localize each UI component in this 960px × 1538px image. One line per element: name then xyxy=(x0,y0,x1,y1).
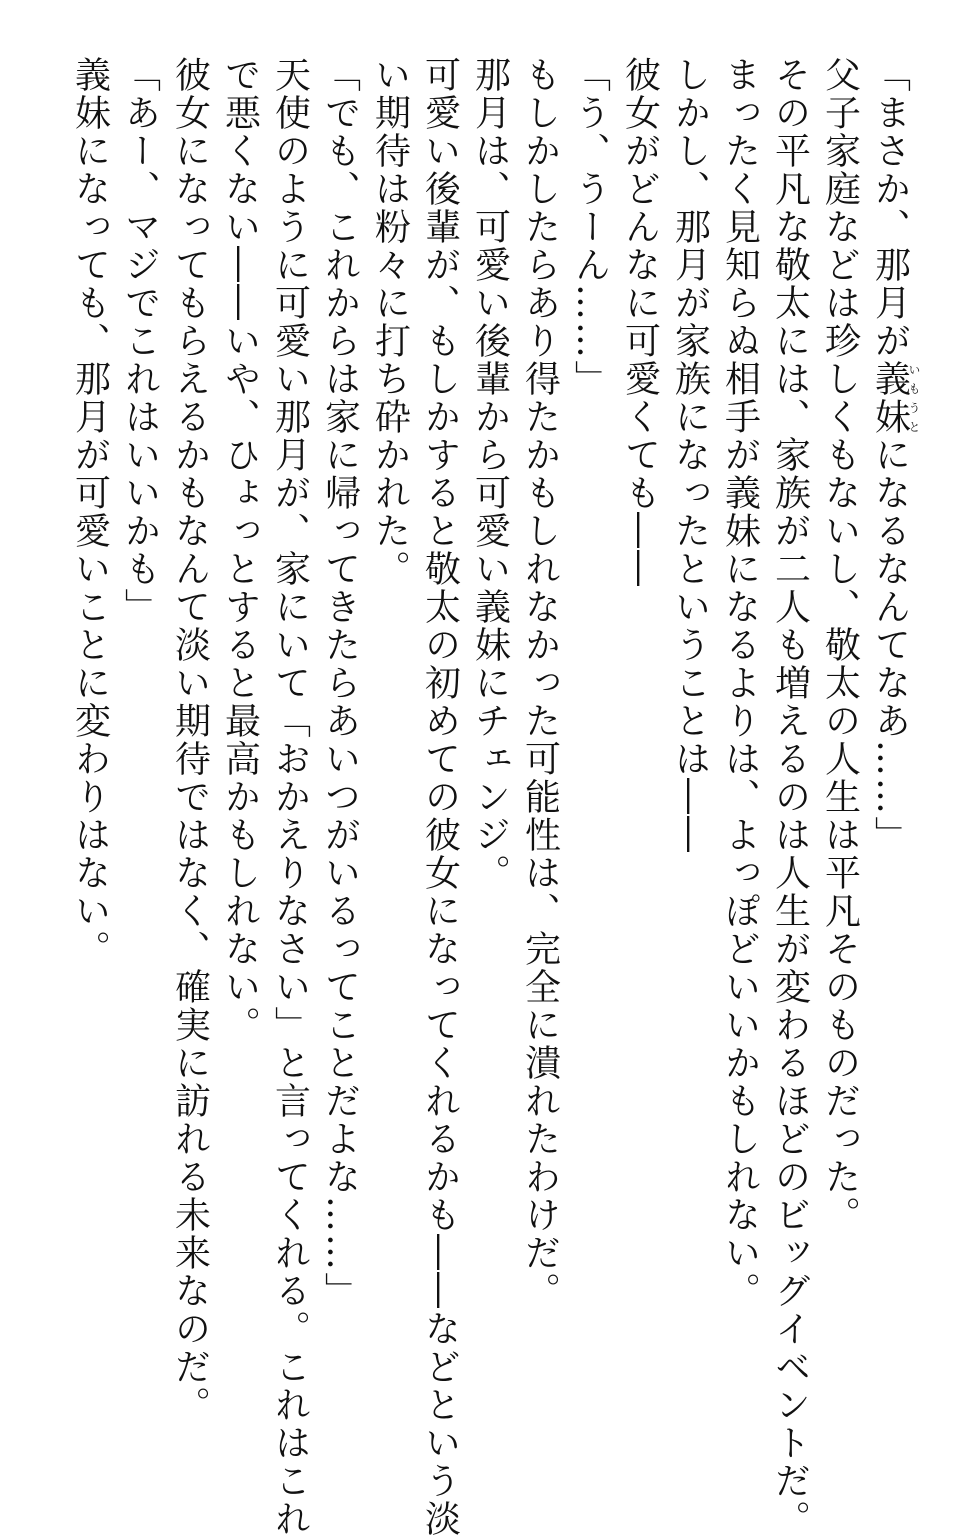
text-line-17: 義妹になっても、那月が可愛いことに変わりはない。 xyxy=(69,56,111,968)
text-line-13: 天使のように可愛い那月が、家にいて「おかえりなさい」と言ってくれる。これはこれ xyxy=(269,56,311,1538)
text-line-12: 「でも、これからは家に帰ってきたらあいつがいるってことだよな……」 xyxy=(319,56,361,1310)
text-line-7: 「う、うーん……」 xyxy=(569,56,611,398)
text-line-6: 彼女がどんなに可愛くても―― xyxy=(619,56,661,588)
text-line-3: その平凡な敬太には、家族が二人も増えるのは人生が変わるほどのビッグイベントだ。 xyxy=(769,56,811,1538)
text-line-8: もしかしたらあり得たかもしれなかった可能性は、完全に潰れたわけだ。 xyxy=(519,56,561,1310)
text-line-5: しかし、那月が家族になったということは―― xyxy=(669,56,711,854)
text-line-4: まったく見知らぬ相手が義妹になるよりは、よっぽどいいかもしれない。 xyxy=(719,56,761,1310)
ruby-base: 義妹 xyxy=(869,360,911,436)
text-line-10: 可愛い後輩が、もしかすると敬太の初めての彼女になってくれるかも――などという淡 xyxy=(419,56,461,1538)
text-line-2: 父子家庭などは珍しくもないし、敬太の人生は平凡そのものだった。 xyxy=(819,56,861,1234)
ruby-reading: いもうと xyxy=(907,360,921,436)
line-1-prefix: 「まさか、那月が xyxy=(869,56,911,360)
text-line-11: い期待は粉々に打ち砕かれた。 xyxy=(369,56,411,588)
text-line-14: で悪くない――いや、ひょっとすると最高かもしれない。 xyxy=(219,56,261,1044)
text-line-9: 那月は、可愛い後輩から可愛い義妹にチェンジ。 xyxy=(469,56,511,892)
text-line-1 xyxy=(865,56,921,1236)
text-line-15: 彼女になってもらえるかもなんて淡い期待ではなく、確実に訪れる未来なのだ。 xyxy=(169,56,211,1424)
vertical-text-body xyxy=(65,56,921,1538)
furigana-word xyxy=(869,360,921,436)
text-line-16: 「あー、マジでこれはいいかも」 xyxy=(119,56,161,626)
line-1-suffix: になるなんてなあ……」 xyxy=(869,436,911,854)
